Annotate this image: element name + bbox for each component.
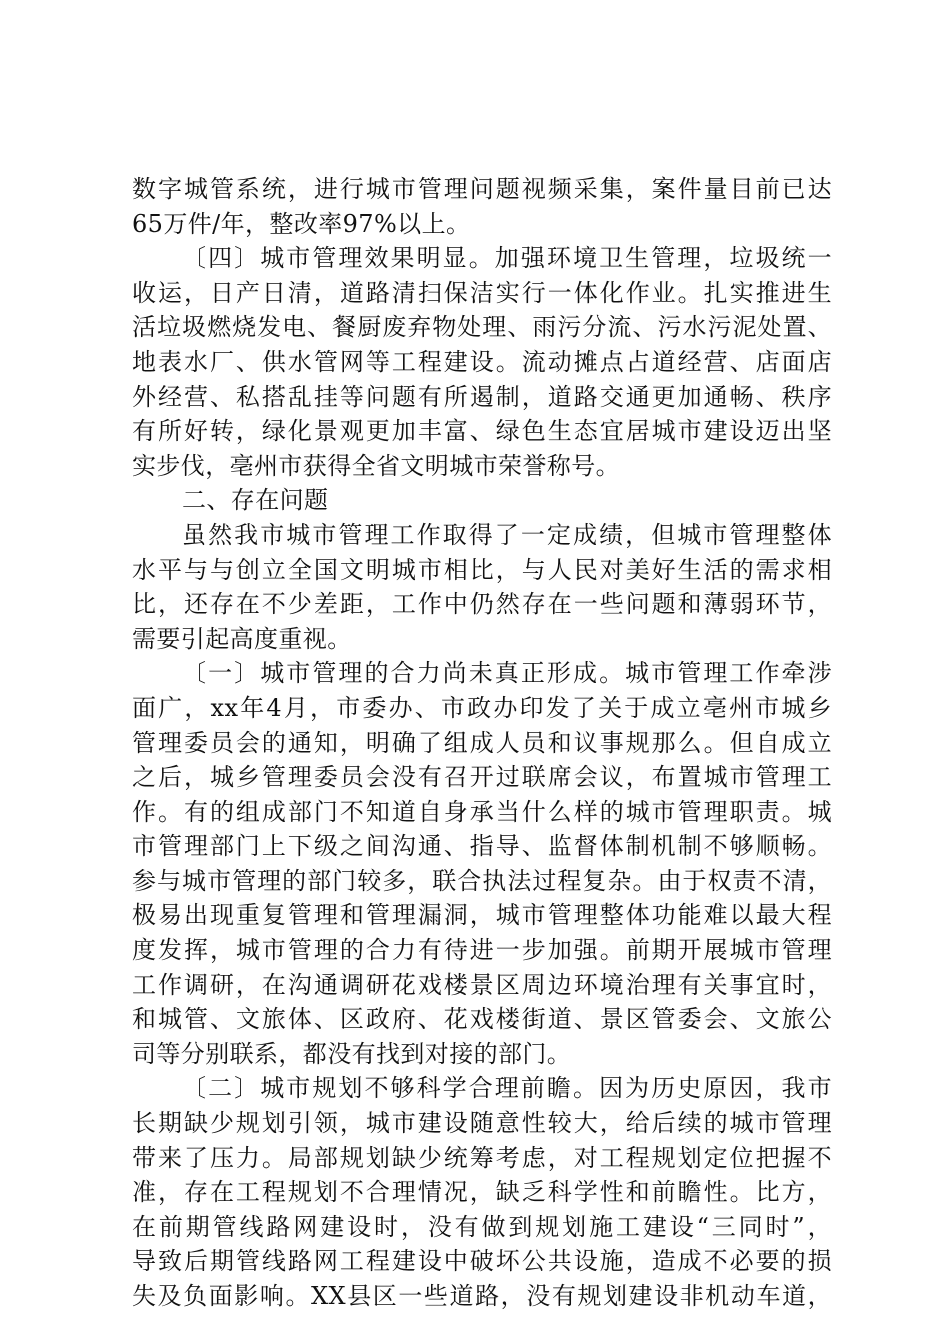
text-line: 导致后期管线路网工程建设中破坏公共设施，造成不必要的损 [132, 1247, 832, 1276]
text-line: 极易出现重复管理和管理漏洞，城市管理整体功能难以最大程 [132, 901, 832, 930]
text-line: 需要引起高度重视。 [132, 624, 352, 653]
text-line: 参与城市管理的部门较多，联合执法过程复杂。由于权责不清， [132, 866, 832, 895]
text-line: 外经营、私搭乱挂等问题有所遏制，道路交通更加通畅、秩序 [132, 382, 832, 411]
text-line: 度发挥，城市管理的合力有待进一步加强。前期开展城市管理 [132, 936, 832, 965]
text-line: 地表水厂、供水管网等工程建设。流动摊点占道经营、店面店 [132, 347, 832, 376]
paragraph-heading-line: 虽然我市城市管理工作取得了一定成绩，但城市管理整体 [182, 520, 832, 549]
text-line: 比，还存在不少差距，工作中仍然存在一些问题和薄弱环节， [132, 590, 832, 619]
text-line: 在前期管线路网建设时，没有做到规划施工建设“三同时”， [132, 1212, 832, 1241]
text-line: 实步伐，亳州市获得全省文明城市荣誉称号。 [132, 451, 620, 480]
text-line: 工作调研，在沟通调研花戏楼景区周边环境治理有关事宜时， [132, 970, 832, 999]
text-line: 之后，城乡管理委员会没有召开过联席会议，布置城市管理工 [132, 763, 832, 792]
paragraph-heading-line: 〔二〕城市规划不够科学合理前瞻。因为历史原因，我市 [182, 1074, 832, 1103]
text-line: 有所好转，绿化景观更加丰富、绿色生态宜居城市建设迈出坚 [132, 417, 832, 446]
text-line: 准，存在工程规划不合理情况，缺乏科学性和前瞻性。比方， [132, 1178, 832, 1207]
paragraph-heading-line: 〔四〕城市管理效果明显。加强环境卫生管理，垃圾统一 [182, 244, 832, 273]
paragraph-heading-line: 〔一〕城市管理的合力尚未真正形成。城市管理工作牵涉 [182, 659, 832, 688]
text-line: 作。有的组成部门不知道自身承当什么样的城市管理职责。城 [132, 797, 832, 826]
text-line: 司等分别联系，都没有找到对接的部门。 [132, 1039, 572, 1068]
text-line: 长期缺少规划引领，城市建设随意性较大，给后续的城市管理 [132, 1109, 832, 1138]
text-line: 失及负面影响。XX县区一些道路，没有规划建设非机动车道， [132, 1282, 832, 1310]
text-line: 65万件/年，整改率97%以上。 [132, 209, 471, 238]
text-line: 和城管、文旅体、区政府、花戏楼街道、景区管委会、文旅公 [132, 1005, 832, 1034]
text-line: 带来了压力。局部规划缺少统筹考虑，对工程规划定位把握不 [132, 1143, 832, 1172]
text-line: 收运，日产日清，道路清扫保洁实行一体化作业。扎实推进生 [132, 278, 832, 307]
text-line: 管理委员会的通知，明确了组成人员和议事规那么。但自成立 [132, 728, 832, 757]
text-line: 水平与与创立全国文明城市相比，与人民对美好生活的需求相 [132, 555, 832, 584]
section-heading: 二、存在问题 [182, 486, 329, 515]
text-line: 数字城管系统，进行城市管理问题视频采集，案件量目前已达 [132, 175, 832, 203]
document-body [132, 172, 832, 1314]
text-line: 活垃圾燃烧发电、餐厨废弃物处理、雨污分流、污水污泥处置、 [132, 313, 832, 342]
text-line: 市管理部门上下级之间沟通、指导、监督体制机制不够顺畅。 [132, 832, 832, 861]
text-line: 面广，xx年4月，市委办、市政办印发了关于成立亳州市城乡 [132, 693, 832, 722]
